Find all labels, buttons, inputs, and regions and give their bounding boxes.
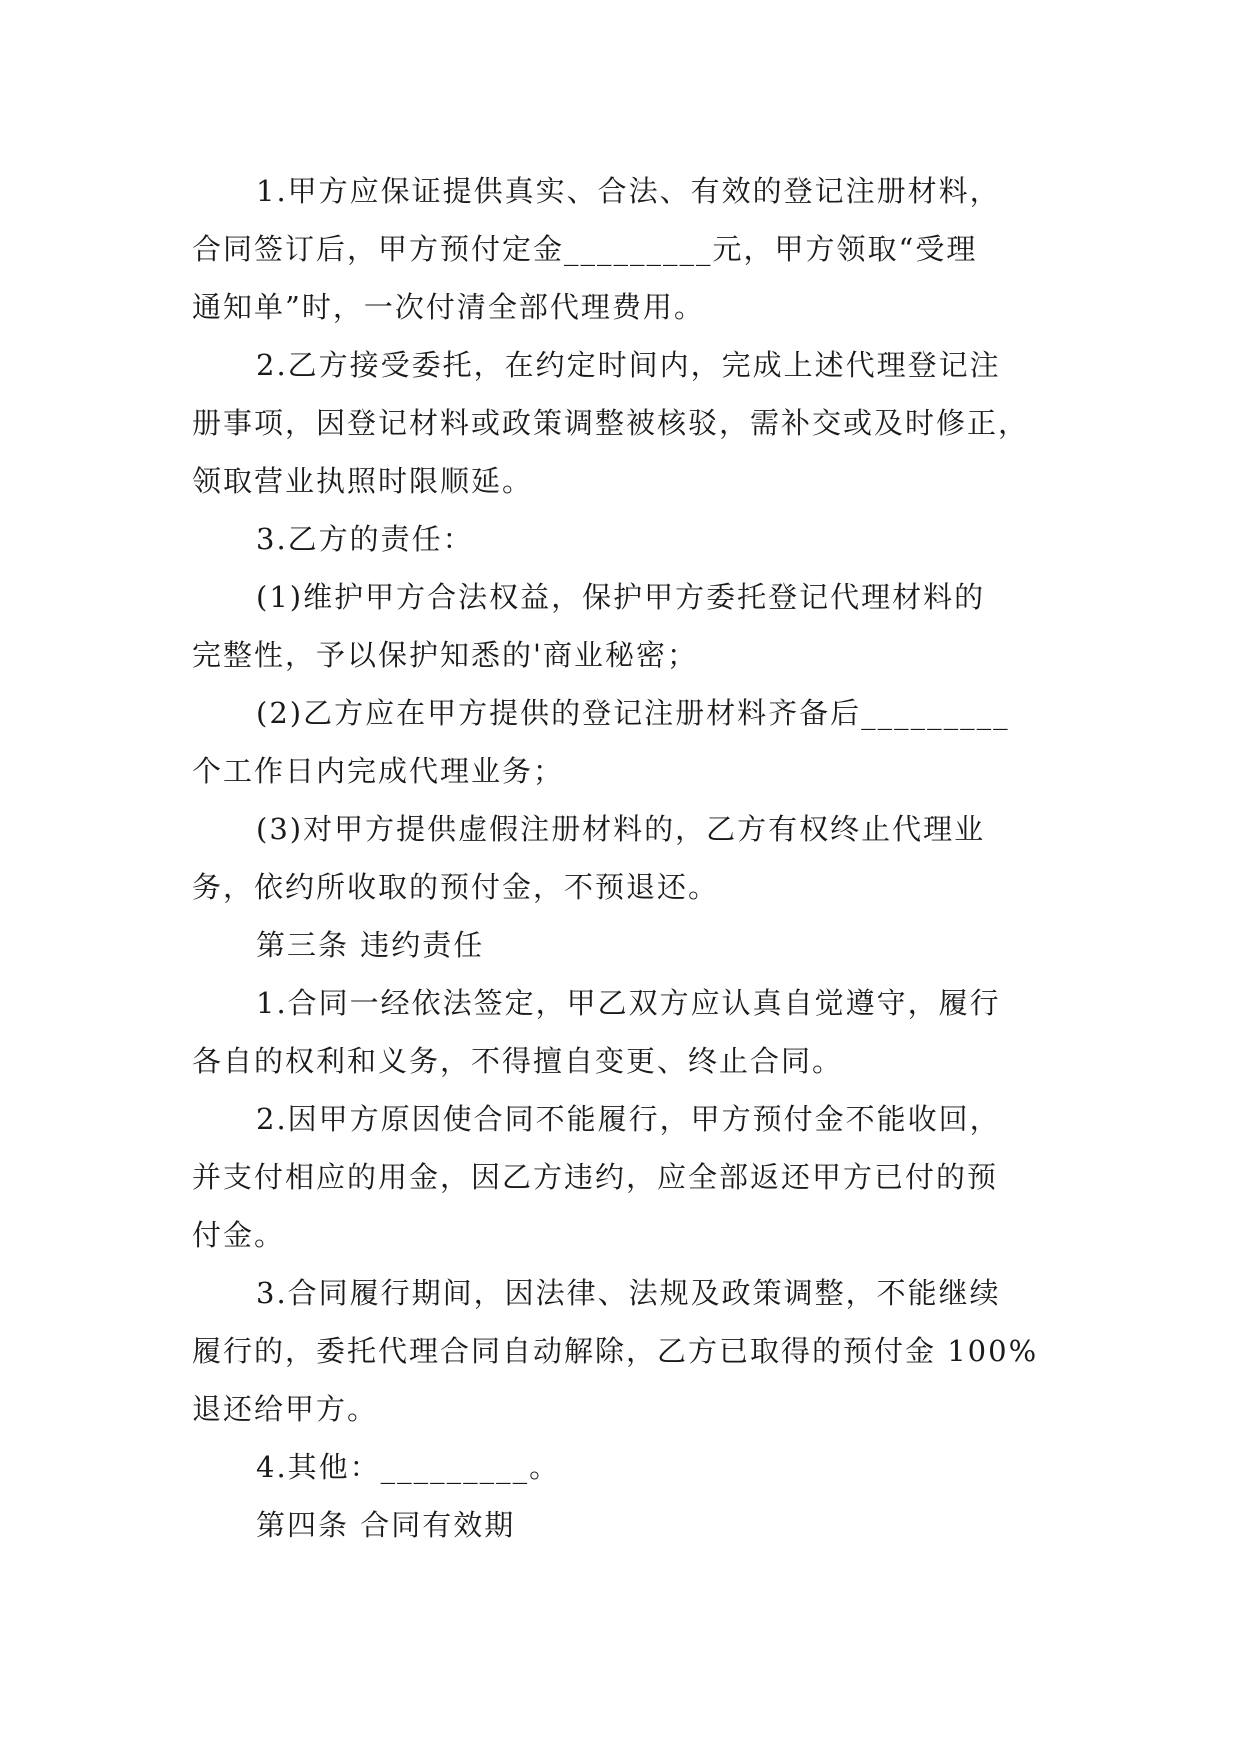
text-line: 2.乙方接受委托，在约定时间内，完成上述代理登记注 xyxy=(256,348,1001,382)
paragraph-clause-3-1 xyxy=(192,568,1072,684)
section-heading-article-3 xyxy=(192,916,1072,974)
text-line: 3.乙方的责任： xyxy=(256,522,474,556)
text-line: (2)乙方应在甲方提供的登记注册材料齐备后_________ xyxy=(256,696,1010,730)
text-line: 领取营业执照时限顺延。 xyxy=(192,464,534,498)
text-line: 完整性，予以保护知悉的'商业秘密； xyxy=(192,638,698,672)
text-line: 1.合同一经依法签定，甲乙双方应认真自觉遵守，履行 xyxy=(256,986,1001,1020)
text-line: (3)对甲方提供虚假注册材料的，乙方有权终止代理业 xyxy=(256,812,986,846)
paragraph-clause-3-2 xyxy=(192,684,1072,800)
text-line: 履行的，委托代理合同自动解除，乙方已取得的预付金 100% xyxy=(192,1334,1039,1368)
paragraph-clause-1 xyxy=(192,162,1072,336)
paragraph-breach-1 xyxy=(192,974,1072,1090)
heading-line: 第四条 合同有效期 xyxy=(256,1508,516,1542)
paragraph-clause-3 xyxy=(192,510,1072,568)
paragraph-clause-2 xyxy=(192,336,1072,510)
text-line: 个工作日内完成代理业务； xyxy=(192,754,565,788)
text-line: 各自的权利和义务，不得擅自变更、终止合同。 xyxy=(192,1044,844,1078)
paragraph-breach-4 xyxy=(192,1438,1072,1496)
section-heading-article-4 xyxy=(192,1496,1072,1554)
document-body xyxy=(192,162,1072,1554)
text-line: 2.因甲方原因使合同不能履行，甲方预付金不能收回， xyxy=(256,1102,1001,1136)
text-line: 付金。 xyxy=(192,1218,286,1252)
text-line: 4.其他：_________。 xyxy=(256,1450,561,1484)
paragraph-clause-3-3 xyxy=(192,800,1072,916)
paragraph-breach-2 xyxy=(192,1090,1072,1264)
text-line: 务，依约所收取的预付金，不预退还。 xyxy=(192,870,720,904)
text-line: 通知单”时，一次付清全部代理费用。 xyxy=(192,290,705,324)
paragraph-breach-3 xyxy=(192,1264,1072,1438)
text-line: 并支付相应的用金，因乙方违约，应全部返还甲方已付的预 xyxy=(192,1160,999,1194)
text-line: (1)维护甲方合法权益，保护甲方委托登记代理材料的 xyxy=(256,580,986,614)
text-line: 合同签订后，甲方预付定金_________元，甲方领取“受理 xyxy=(192,232,978,266)
heading-line: 第三条 违约责任 xyxy=(256,928,485,962)
text-line: 1.甲方应保证提供真实、合法、有效的登记注册材料， xyxy=(256,174,1001,208)
text-line: 退还给甲方。 xyxy=(192,1392,379,1426)
text-line: 册事项，因登记材料或政策调整被核驳，需补交或及时修正， xyxy=(192,406,1030,440)
text-line: 3.合同履行期间，因法律、法规及政策调整，不能继续 xyxy=(256,1276,1001,1310)
